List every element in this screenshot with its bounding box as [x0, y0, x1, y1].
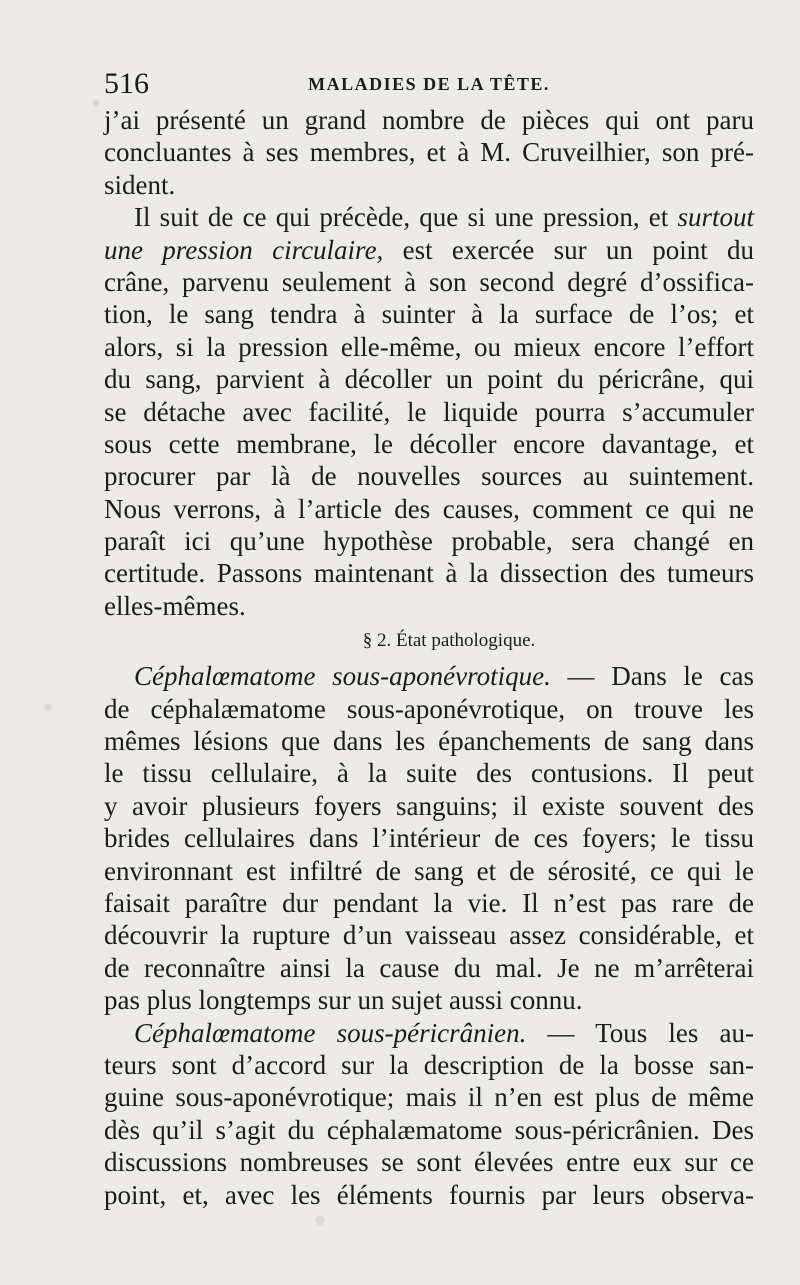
text-line: elles-mêmes. — [104, 590, 246, 621]
text-span: — Dans le cas — [567, 661, 755, 692]
text-line: mêmes lésions que dans les épanchements de sang dans — [104, 726, 754, 757]
text-line: guine sous-aponévrotique; mais il n’en est plus de même — [104, 1082, 754, 1113]
text-line — [104, 1017, 754, 1049]
text-line: découvrir la rupture d’un vaisseau assez considérable, et — [104, 920, 754, 951]
text-line: crâne, parvenu seulement à son second degré d’ossifica- — [104, 266, 754, 297]
text-line: de reconnaître ainsi la cause du mal. Je ne m’arrêterai — [104, 952, 754, 983]
text-line: faisait paraître dur pendant la vie. Il n’est pas rare de — [104, 887, 754, 918]
text-line: certitude. Passons maintenant à la dissection des tumeurs — [104, 558, 754, 589]
text-line: du sang, parvient à décoller un point du péricrâne, qui — [104, 364, 754, 395]
text-line: environnant est infiltré de sang et de sérosité, ce qui le — [104, 855, 754, 886]
text-line: Nous verrons, à l’article des causes, comment ce qui ne — [104, 493, 754, 524]
italic-span: Céphalœmatome sous-péricrânien. — [134, 1017, 527, 1048]
italic-span: Céphalœmatome sous-aponévrotique. — [134, 661, 551, 692]
text-line: pas plus longtemps sur un sujet aussi connu. — [104, 985, 583, 1016]
text-line: alors, si la pression elle-même, ou mieux encore l’effort — [104, 331, 754, 362]
running-title: MALADIES DE LA TÊTE. — [308, 74, 550, 94]
text-span: — Tous les au- — [547, 1017, 754, 1048]
page-number: 516 — [104, 67, 149, 100]
text-line: j’ai présenté un grand nombre de pièces qui ont paru — [104, 105, 754, 135]
text-line: discussions nombreuses se sont élevées entre eux sur ce — [104, 1147, 754, 1178]
text-line: brides cellulaires dans l’intérieur de ces foyers; le tissu — [104, 823, 754, 854]
section-heading: § 2. État pathologique. — [362, 630, 536, 652]
text-line: dès qu’il s’agit du céphalæmatome sous-péricrânien. Des — [104, 1114, 754, 1145]
text-line — [104, 660, 754, 692]
italic-span: surtout — [677, 202, 755, 233]
text-line: paraît ici qu’une hypothèse probable, sera changé en — [104, 526, 754, 557]
text-line — [104, 201, 754, 233]
text-line: procurer par là de nouvelles sources au suintement. — [104, 461, 754, 492]
text-span: Il suit de ce qui précède, que si une pression, et — [134, 202, 669, 233]
text-line: concluantes à ses membres, et à M. Cruveilhier, son pré- — [104, 137, 754, 168]
text-line: sous cette membrane, le décoller encore davantage, et — [104, 428, 754, 459]
text-line: sident. — [104, 169, 176, 200]
text-line: se détache avec facilité, le liquide pourra s’accumuler — [104, 396, 754, 427]
text-line: y avoir plusieurs foyers sanguins; il existe souvent des — [104, 790, 754, 821]
text-line: le tissu cellulaire, à la suite des contusions. Il peut — [104, 758, 754, 789]
text-line: point, et, avec les éléments fournis par leurs observa- — [104, 1179, 754, 1210]
text-line: teurs sont d’accord sur la description de la bosse san- — [104, 1049, 754, 1080]
page-body — [104, 104, 754, 1211]
italic-span: une pression circulaire, — [104, 234, 384, 265]
text-line: tion, le sang tendra à suinter à la surface de l’os; et — [104, 299, 754, 330]
page-header — [104, 66, 754, 102]
text-span: est exercée sur un point du — [402, 234, 754, 265]
text-line: de céphalæmatome sous-aponévrotique, on trouve les — [104, 693, 754, 724]
text-line — [104, 234, 754, 266]
